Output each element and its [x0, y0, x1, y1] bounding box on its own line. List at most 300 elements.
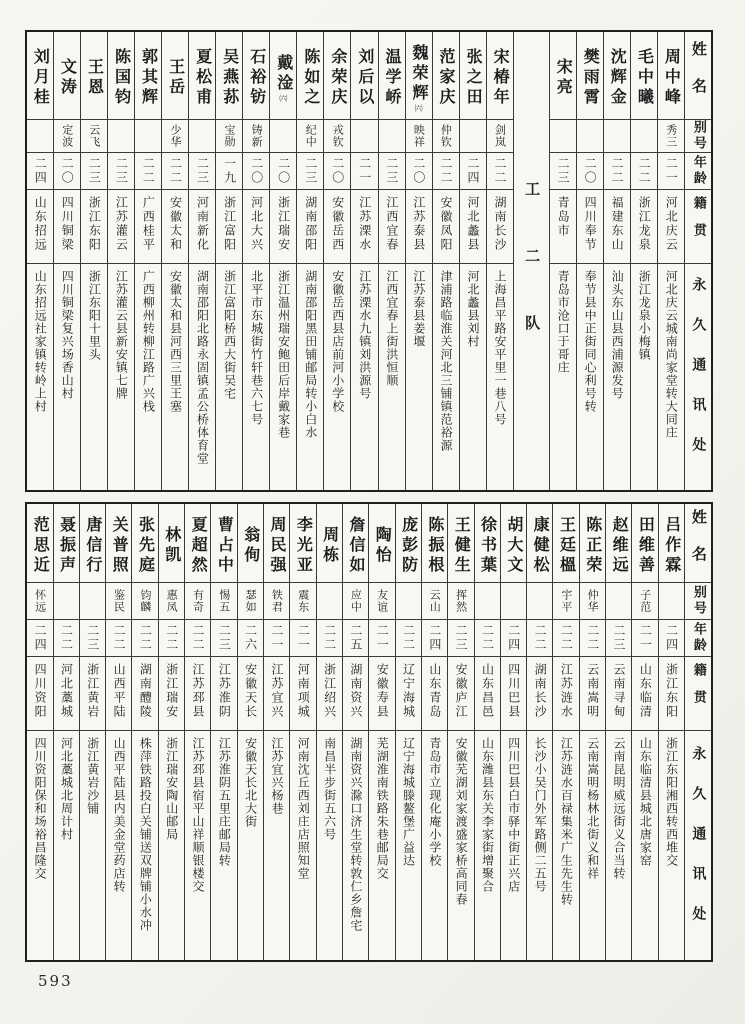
- person-age-text: 二一: [375, 624, 390, 652]
- person-age: [406, 153, 432, 190]
- person-address-text: 浙江温州瑞安鲍田后岸戴家巷: [276, 270, 291, 439]
- person-column: [184, 504, 210, 960]
- person-origin-text: 青岛市: [556, 196, 571, 238]
- person-origin-text: 河南新化: [195, 196, 210, 252]
- person-origin-text: 湖南长沙: [493, 196, 508, 252]
- person-age: [54, 153, 80, 190]
- registry-table-top: [25, 30, 713, 492]
- header-column: [684, 32, 711, 490]
- person-age-text: 二〇: [60, 157, 75, 185]
- person-age-text: 二二: [480, 624, 495, 652]
- person-age: [659, 620, 684, 657]
- person-alias: [80, 583, 105, 620]
- person-origin-text: 江苏泰县: [411, 196, 426, 252]
- person-alias-text: 仲钦: [439, 124, 453, 148]
- person-origin-text: 山东青岛: [427, 663, 442, 719]
- person-alias: [632, 583, 657, 620]
- person-alias-text: 应中: [349, 589, 363, 613]
- person-address: [527, 731, 552, 960]
- person-name: [132, 504, 157, 583]
- person-address-text: 青岛市立现化庵小学校: [427, 737, 442, 867]
- person-alias-text: 鉴民: [112, 589, 126, 613]
- person-name: [631, 32, 657, 120]
- person-alias: [189, 120, 215, 153]
- person-age-text: 二一: [357, 157, 372, 185]
- person-address: [379, 264, 405, 490]
- person-origin: [211, 657, 236, 731]
- person-origin-text: 江苏灌云: [114, 196, 129, 252]
- person-column: [552, 504, 578, 960]
- person-age-text: 二三: [556, 157, 571, 185]
- person-address: [343, 731, 368, 960]
- person-origin: [475, 657, 500, 731]
- person-name-text: 聂振声: [57, 515, 77, 576]
- person-alias: [27, 583, 52, 620]
- person-age-text: 二二: [637, 157, 652, 185]
- person-origin-text: 四川资阳: [33, 663, 48, 719]
- person-address: [659, 731, 684, 960]
- person-origin-text: 辽宁海城: [401, 663, 416, 719]
- person-age: [270, 153, 296, 190]
- person-column: [27, 504, 52, 960]
- person-name-text: 康健松: [531, 515, 551, 576]
- team-divider-column: [513, 32, 549, 490]
- person-name-text: 詹信如: [346, 515, 366, 576]
- person-address: [580, 731, 605, 960]
- person-column: [579, 504, 605, 960]
- person-origin: [108, 190, 134, 264]
- person-column: [53, 504, 79, 960]
- person-origin-text: 山东临清: [638, 663, 653, 719]
- person-address-text: 株萍铁路投白关铺送双牌铺小水冲: [138, 737, 153, 932]
- person-origin-text: 四川奉节: [583, 196, 598, 252]
- person-age: [135, 153, 161, 190]
- person-name-text: 周栋: [320, 525, 340, 566]
- person-column: [134, 32, 161, 490]
- person-age-text: 二三: [114, 157, 129, 185]
- person-name: [604, 32, 630, 120]
- person-address: [317, 731, 342, 960]
- person-name: [487, 32, 513, 120]
- person-name: [185, 504, 210, 583]
- person-alias-text: 瑟如: [244, 589, 258, 613]
- person-alias: [106, 583, 131, 620]
- person-column: [161, 32, 188, 490]
- person-age-text: 二三: [454, 624, 469, 652]
- person-origin: [27, 190, 53, 264]
- person-origin-text: 河南项城: [296, 663, 311, 719]
- person-column: [350, 32, 377, 490]
- person-address: [81, 264, 107, 490]
- person-origin-text: 湖南邵阳: [303, 196, 318, 252]
- person-alias: [606, 583, 631, 620]
- person-alias-text: 有奇: [191, 589, 205, 613]
- person-age-text: 二一: [269, 624, 284, 652]
- person-name: [501, 504, 526, 583]
- person-age: [290, 620, 315, 657]
- person-origin: [527, 657, 552, 731]
- person-name: [238, 504, 263, 583]
- page-number: 593: [38, 972, 73, 990]
- person-alias-text: 宇平: [559, 589, 573, 613]
- person-age: [132, 620, 157, 657]
- person-address: [550, 264, 576, 490]
- person-origin-text: 安徽天长: [243, 663, 258, 719]
- person-address-text: 云南昆明威远街义合当转: [612, 737, 627, 880]
- person-name: [290, 504, 315, 583]
- person-column: [421, 504, 447, 960]
- person-name: [396, 504, 421, 583]
- person-age: [631, 153, 657, 190]
- person-address-text: 四川铜梁复兴场香山村: [60, 270, 75, 400]
- person-name-text: 余荣庆: [328, 48, 348, 108]
- person-alias-text: 宝勋: [223, 124, 237, 148]
- person-alias: [290, 583, 315, 620]
- person-name-text: 樊雨霄: [581, 48, 601, 108]
- person-alias: [487, 120, 513, 153]
- person-name-text: 林凯: [162, 525, 182, 566]
- person-origin-text: 安徽岳西: [330, 196, 345, 252]
- person-name-text: 刘后以: [355, 48, 375, 108]
- person-origin: [406, 190, 432, 264]
- person-name: [106, 504, 131, 583]
- person-alias: [343, 583, 368, 620]
- person-alias: [162, 120, 188, 153]
- person-alias: [422, 583, 447, 620]
- person-name: [324, 32, 350, 120]
- person-address: [351, 264, 377, 490]
- person-origin: [632, 657, 657, 731]
- person-alias: [433, 120, 459, 153]
- person-age-text: 二二: [168, 157, 183, 185]
- person-column: [342, 504, 368, 960]
- person-address: [159, 731, 184, 960]
- person-column: [316, 504, 342, 960]
- person-alias: [406, 120, 432, 153]
- person-age: [396, 620, 421, 657]
- person-alias-text: 戎钦: [331, 124, 345, 148]
- person-origin-text: 河北大兴: [249, 196, 264, 252]
- person-address: [106, 731, 131, 960]
- person-name: [369, 504, 394, 583]
- person-name: [162, 32, 188, 120]
- person-address-text: 浙江瑞安陶山邮局: [164, 737, 179, 841]
- person-column: [500, 504, 526, 960]
- header-alias-text: 别号: [690, 120, 706, 152]
- person-address-text: 上海昌平路安平里一巷八号: [493, 270, 508, 426]
- person-origin-text: 山西平陆: [112, 663, 127, 719]
- person-age-text: 二一: [664, 157, 679, 185]
- person-age: [324, 153, 350, 190]
- person-age: [501, 620, 526, 657]
- person-column: [630, 32, 657, 490]
- person-age-text: 二二: [164, 624, 179, 652]
- person-address: [460, 264, 486, 490]
- person-alias: [238, 583, 263, 620]
- person-name: [632, 504, 657, 583]
- person-name: [606, 504, 631, 583]
- person-address: [185, 731, 210, 960]
- person-address-text: 江苏涟水百禄集米广生先生转: [559, 737, 574, 906]
- person-address: [501, 731, 526, 960]
- person-name: [448, 504, 473, 583]
- header-name: [685, 32, 711, 120]
- person-name-text: 毛中曦: [635, 48, 655, 108]
- header-origin-text: 籍贯: [690, 663, 706, 717]
- person-alias-text: 定波: [60, 124, 74, 148]
- person-name: [433, 32, 459, 120]
- person-age: [108, 153, 134, 190]
- person-address-text: 江苏宜兴杨巷: [269, 737, 284, 815]
- person-address: [406, 264, 432, 490]
- person-alias-text: 友谊: [375, 589, 389, 613]
- person-column: [486, 32, 513, 490]
- person-column: [605, 504, 631, 960]
- person-name: [211, 504, 236, 583]
- person-alias-text: 少华: [168, 124, 182, 148]
- person-alias: [54, 120, 80, 153]
- person-age-text: 二一: [296, 624, 311, 652]
- person-origin: [54, 190, 80, 264]
- person-name: [27, 504, 52, 583]
- person-name-text: 石裕钫: [247, 48, 267, 108]
- person-address-text: 湖南邵阳北路永固镇孟公桥体育堂: [195, 270, 210, 465]
- person-origin: [54, 657, 79, 731]
- person-address-text: 津浦路临淮关河北三铺镇范裕源: [438, 270, 453, 452]
- person-name-text: 关普照: [110, 515, 130, 576]
- person-origin-text: 浙江绍兴: [322, 663, 337, 719]
- person-origin-text: 河北藁城: [59, 663, 74, 719]
- person-name-text: 宋椿年: [491, 48, 511, 108]
- person-age-text: 二六: [243, 624, 258, 652]
- person-address: [211, 731, 236, 960]
- person-age-text: 二四: [664, 624, 679, 652]
- person-column: [395, 504, 421, 960]
- person-origin-text: 安徽寿县: [375, 663, 390, 719]
- person-origin: [553, 657, 578, 731]
- person-age-text: 二五: [348, 624, 363, 652]
- person-origin: [324, 190, 350, 264]
- person-origin-text: 云南嵩明: [585, 663, 600, 719]
- person-origin: [433, 190, 459, 264]
- person-origin: [290, 657, 315, 731]
- person-age-text: 二二: [585, 624, 600, 652]
- person-alias: [27, 120, 53, 153]
- person-origin: [81, 190, 107, 264]
- person-age-text: 二四: [33, 157, 48, 185]
- person-column: [53, 32, 80, 490]
- header-address-text: 永久通讯处: [690, 745, 707, 946]
- person-origin: [106, 657, 131, 731]
- person-name-text: 周民强: [268, 515, 288, 576]
- person-name: [343, 504, 368, 583]
- person-column: [210, 504, 236, 960]
- person-alias: [54, 583, 79, 620]
- person-name-text: 王健生: [452, 515, 472, 576]
- person-origin: [631, 190, 657, 264]
- person-age: [216, 153, 242, 190]
- person-name: [659, 504, 684, 583]
- header-address: [685, 264, 711, 490]
- person-origin-text: 浙江瑞安: [164, 663, 179, 719]
- person-alias: [396, 583, 421, 620]
- person-column: [474, 504, 500, 960]
- person-origin-text: 浙江瑞安: [276, 196, 291, 252]
- person-alias-text: 钧麟: [138, 589, 152, 613]
- person-column: [576, 32, 603, 490]
- person-name: [243, 32, 269, 120]
- person-age: [487, 153, 513, 190]
- person-alias: [658, 120, 684, 153]
- person-column: [107, 32, 134, 490]
- header-age-text: 年龄: [690, 155, 706, 187]
- person-address-text: 山东招远社家镇转岭上村: [33, 270, 48, 413]
- person-origin: [264, 657, 289, 731]
- person-alias: [159, 583, 184, 620]
- person-origin: [159, 657, 184, 731]
- person-age: [604, 153, 630, 190]
- person-age-text: 二二: [438, 157, 453, 185]
- person-age: [460, 153, 486, 190]
- person-name: [406, 32, 432, 120]
- person-age: [238, 620, 263, 657]
- person-origin: [132, 657, 157, 731]
- person-name: [527, 504, 552, 583]
- person-origin-text: 安徽太和: [168, 196, 183, 252]
- person-address-text: 青岛市沧口于哥庄: [556, 270, 571, 374]
- person-name: [80, 504, 105, 583]
- person-address: [606, 731, 631, 960]
- person-age-text: 二三: [612, 624, 627, 652]
- person-address: [433, 264, 459, 490]
- person-age: [27, 153, 53, 190]
- person-column: [658, 504, 684, 960]
- person-origin-text: 江苏宜兴: [269, 663, 284, 719]
- person-origin-text: 安徽庐江: [454, 663, 469, 719]
- person-alias: [264, 583, 289, 620]
- person-alias: [135, 120, 161, 153]
- person-alias: [216, 120, 242, 153]
- person-name: [270, 32, 296, 120]
- person-name-text: 文涛: [58, 58, 78, 98]
- person-name: [577, 32, 603, 120]
- person-column: [378, 32, 405, 490]
- person-address-text: 湖南邵阳黑田铺邮局转小白水: [303, 270, 318, 439]
- person-alias: [604, 120, 630, 153]
- person-name-text: 周中峰: [662, 48, 682, 108]
- person-alias: [132, 583, 157, 620]
- person-name-text: 范思近: [31, 515, 51, 576]
- person-origin-text: 浙江龙泉: [637, 196, 652, 252]
- person-age-text: 二二: [191, 624, 206, 652]
- person-alias: [475, 583, 500, 620]
- person-age-text: 二四: [33, 624, 48, 652]
- person-column: [105, 504, 131, 960]
- person-address: [243, 264, 269, 490]
- person-address: [80, 731, 105, 960]
- person-address-text: 安徽天长北大街: [243, 737, 258, 828]
- header-alias: [685, 120, 711, 153]
- person-name-text: 徐书葉: [478, 515, 498, 576]
- person-name-text: 翁侚: [241, 525, 261, 566]
- person-address: [396, 731, 421, 960]
- person-age: [658, 153, 684, 190]
- person-name-text: 沈辉金: [608, 48, 628, 108]
- person-origin-text: 浙江东阳: [87, 196, 102, 252]
- person-origin: [396, 657, 421, 731]
- person-alias: [460, 120, 486, 153]
- person-age-text: 二三: [85, 624, 100, 652]
- person-origin-text: 浙江东阳: [664, 663, 679, 719]
- person-alias: [577, 120, 603, 153]
- person-alias: [324, 120, 350, 153]
- person-address: [448, 731, 473, 960]
- header-name-text: 姓名: [689, 508, 708, 583]
- person-age: [343, 620, 368, 657]
- person-name: [475, 504, 500, 583]
- person-alias: [317, 583, 342, 620]
- person-age-text: 二二: [141, 157, 156, 185]
- person-name-text: 曹占中: [215, 515, 235, 576]
- person-origin-text: 湖南资兴: [348, 663, 363, 719]
- person-age-text: 一九: [222, 157, 237, 185]
- team-divider-label: 工二队: [523, 180, 542, 382]
- person-name: [297, 32, 323, 120]
- person-name-text: 张先庭: [136, 515, 156, 576]
- person-name: [550, 32, 576, 120]
- person-address-text: 浙江龙泉小梅镇: [637, 270, 652, 361]
- person-column: [269, 32, 296, 490]
- person-address: [132, 731, 157, 960]
- person-name-text: 吴燕荪: [220, 48, 240, 108]
- person-alias: [243, 120, 269, 153]
- person-origin: [162, 190, 188, 264]
- person-origin-text: 河北庆云: [664, 196, 679, 252]
- person-address: [290, 731, 315, 960]
- person-name: [54, 32, 80, 120]
- person-address: [553, 731, 578, 960]
- person-column: [296, 32, 323, 490]
- person-address-text: 山东临清县城北唐家窑: [638, 737, 653, 867]
- person-name: [580, 504, 605, 583]
- person-alias-text: 怀远: [33, 589, 47, 613]
- person-age: [379, 153, 405, 190]
- header-origin: [685, 657, 711, 731]
- person-origin-text: 安徽凤阳: [438, 196, 453, 252]
- person-column: [459, 32, 486, 490]
- person-address-text: 四川资阳保和场裕昌隆交: [33, 737, 48, 880]
- person-alias: [369, 583, 394, 620]
- person-name-text: 庞彭防: [399, 515, 419, 576]
- person-origin-text: 河北蠡县: [465, 196, 480, 252]
- person-address-text: 北平市东城街竹轩巷六七号: [249, 270, 264, 426]
- person-name: [216, 32, 242, 120]
- person-name-text: 刘月桂: [31, 48, 51, 108]
- person-alias: [351, 120, 377, 153]
- person-column: [237, 504, 263, 960]
- person-origin: [238, 657, 263, 731]
- person-age: [422, 620, 447, 657]
- person-age: [632, 620, 657, 657]
- person-address-text: 汕头东山县西浦源发号: [610, 270, 625, 400]
- person-name-text: 王岳: [166, 58, 186, 98]
- person-column: [80, 32, 107, 490]
- person-age: [577, 153, 603, 190]
- person-alias: [185, 583, 210, 620]
- person-alias: [297, 120, 323, 153]
- person-address: [324, 264, 350, 490]
- person-age-text: 二〇: [411, 157, 426, 185]
